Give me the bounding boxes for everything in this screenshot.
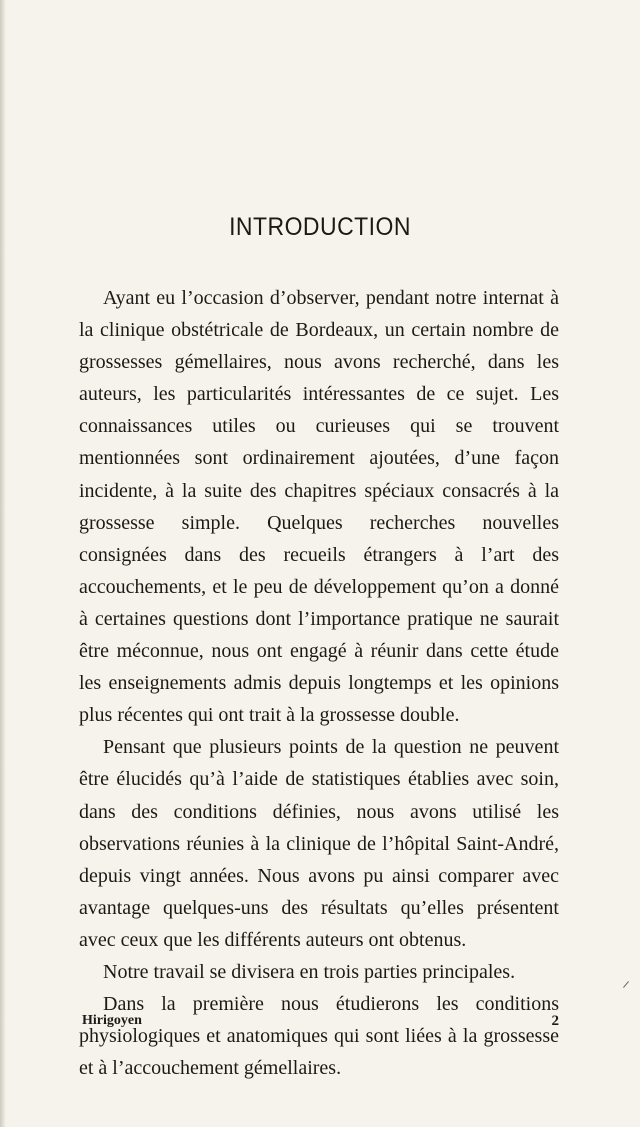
footer-author: Hirigoyen [82,1013,142,1028]
paragraph: Notre travail se divisera en trois parties principales. [103,960,516,983]
body-text [79,282,559,1084]
signature-mark: 2 [551,1013,559,1029]
paragraph: Ayant eu l’occasion d’observer, pendant notre internat à la clinique obstétricale de Bordeaux, un certain nombre de grossesses gémellaires, nous avons recherché, dans les auteurs, les particularités intéressantes de ce sujet. Les connaissances utiles ou curieuses qui se trouvent mentionnées sont ordinairement ajoutées, d’une façon incidente, à la suite des chapitres spéciaux consacrés à la grossesse simple. Quelques recherches nouvelles consignées dans des recueils étrangers à l’art des accouchements, et le peu de développement qu’on a donné à certaines questions dont l’importance pratique ne saurait être méconnue, nous ont engagé à réunir dans cette étude les enseignements admis depuis longtemps et les opinions plus récentes qui ont trait à la grossesse double. [79,287,559,727]
page-title: INTRODUCTION [229,213,411,241]
paragraph: Dans la première nous étudierons les conditions physiologiques et anatomiques qui sont liées à la grossesse et à l’accouchement gémellaires. [79,993,559,1080]
margin-pencil-mark [623,981,629,988]
paragraph: Pensant que plusieurs points de la question ne peuvent être élucidés qu’à l’aide de statistiques établies avec soin, dans des conditions définies, nous avons utilisé les observations réunies à la clinique de l’hôpital Saint-André, depuis vingt années. Nous avons pu ainsi comparer avec avantage quelques-uns des résultats qu’elles présentent avec ceux que les différents auteurs ont obtenus. [79,736,559,951]
